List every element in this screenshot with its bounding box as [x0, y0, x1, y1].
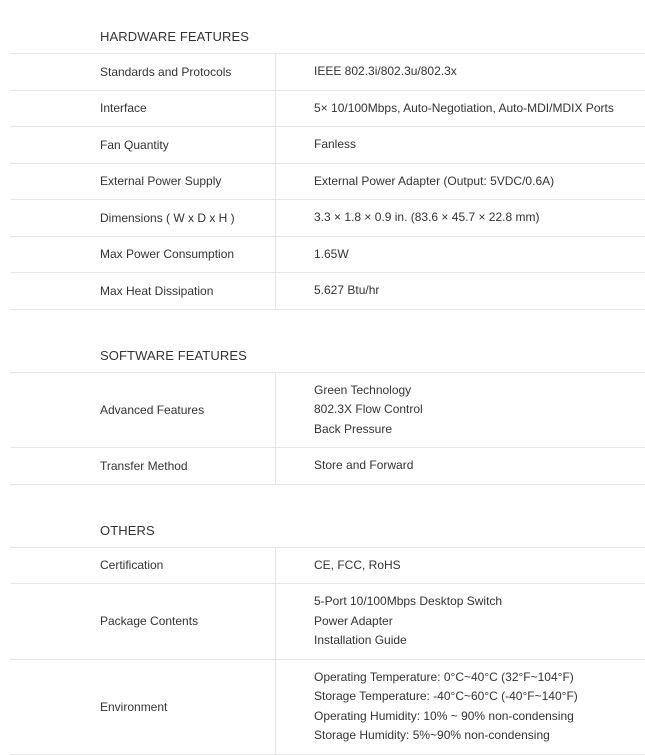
spec-value-line: 5-Port 10/100Mbps Desktop Switch: [314, 594, 503, 608]
spec-table: [10, 373, 645, 485]
spec-value: [276, 273, 645, 309]
spec-value: [276, 200, 645, 236]
spec-row: [10, 54, 645, 91]
spec-value: [276, 448, 645, 484]
spec-row: [10, 448, 645, 485]
spec-row: [10, 200, 645, 237]
spec-value: [276, 54, 645, 90]
spec-value: [276, 548, 645, 584]
spec-value-line: Green Technology: [314, 382, 412, 397]
spec-label: Package Contents: [10, 584, 276, 659]
spec-row: [10, 373, 645, 449]
spec-row: [10, 273, 645, 310]
spec-label: Certification: [10, 548, 276, 584]
spec-label: Advanced Features: [10, 373, 276, 448]
spec-value-line: Back Pressure: [314, 421, 393, 436]
software-features-section: [0, 340, 645, 485]
spec-value-line: Operating Humidity: 10% ~ 90% non-condensing: [314, 708, 574, 723]
spec-value-line: Fanless: [314, 137, 357, 151]
section-title: OTHERS: [10, 515, 645, 548]
spec-label: Transfer Method: [10, 448, 276, 484]
spec-row: [10, 91, 645, 128]
others-section: [0, 515, 645, 755]
spec-row: [10, 660, 645, 755]
spec-value-line: Storage Humidity: 5%~90% non-condensing: [314, 728, 550, 742]
spec-value-line: External Power Adapter (Output: 5VDC/0.6A): [314, 173, 555, 188]
spec-value: [276, 127, 645, 163]
spec-value-line: Installation Guide: [314, 633, 407, 647]
spec-value: [276, 660, 645, 754]
spec-value-line: CE, FCC, RoHS: [314, 557, 401, 572]
spec-label: Interface: [10, 91, 276, 127]
spec-row: [10, 548, 645, 585]
spec-row: [10, 127, 645, 164]
spec-value: [276, 373, 645, 448]
spec-value: [276, 237, 645, 273]
spec-value-line: Operating Temperature: 0°C~40°C (32°F~104°F): [314, 669, 574, 684]
spec-label: Environment: [10, 660, 276, 754]
spec-label: External Power Supply: [10, 164, 276, 200]
spec-value: [276, 584, 645, 659]
spec-label: Max Heat Dissipation: [10, 273, 276, 309]
spec-value-line: 1.65W: [314, 246, 349, 261]
spec-label: Dimensions ( W x D x H ): [10, 200, 276, 236]
spec-row: [10, 237, 645, 274]
spec-label: Standards and Protocols: [10, 54, 276, 90]
section-title: HARDWARE FEATURES: [10, 21, 645, 54]
spec-label: Fan Quantity: [10, 127, 276, 163]
spec-value-line: Storage Temperature: -40°C~60°C (-40°F~140°F): [314, 689, 578, 703]
section-title: SOFTWARE FEATURES: [10, 340, 645, 373]
hardware-features-section: [0, 21, 645, 310]
spec-value-line: IEEE 802.3i/802.3u/802.3x: [314, 64, 457, 78]
spec-value-line: 802.3X Flow Control: [314, 402, 423, 416]
spec-table: [10, 548, 645, 755]
spec-value-line: 5× 10/100Mbps, Auto-Negotiation, Auto-MDI/MDIX Ports: [314, 100, 614, 115]
spec-value: [276, 91, 645, 127]
spec-label: Max Power Consumption: [10, 237, 276, 273]
spec-value: [276, 164, 645, 200]
spec-value-line: 5.627 Btu/hr: [314, 283, 380, 297]
spec-row: [10, 584, 645, 660]
spec-value-line: Power Adapter: [314, 613, 393, 628]
spec-value-line: Store and Forward: [314, 458, 414, 472]
spec-table: [10, 54, 645, 310]
spec-row: [10, 164, 645, 201]
spec-value-line: 3.3 × 1.8 × 0.9 in. (83.6 × 45.7 × 22.8 mm): [314, 210, 540, 224]
